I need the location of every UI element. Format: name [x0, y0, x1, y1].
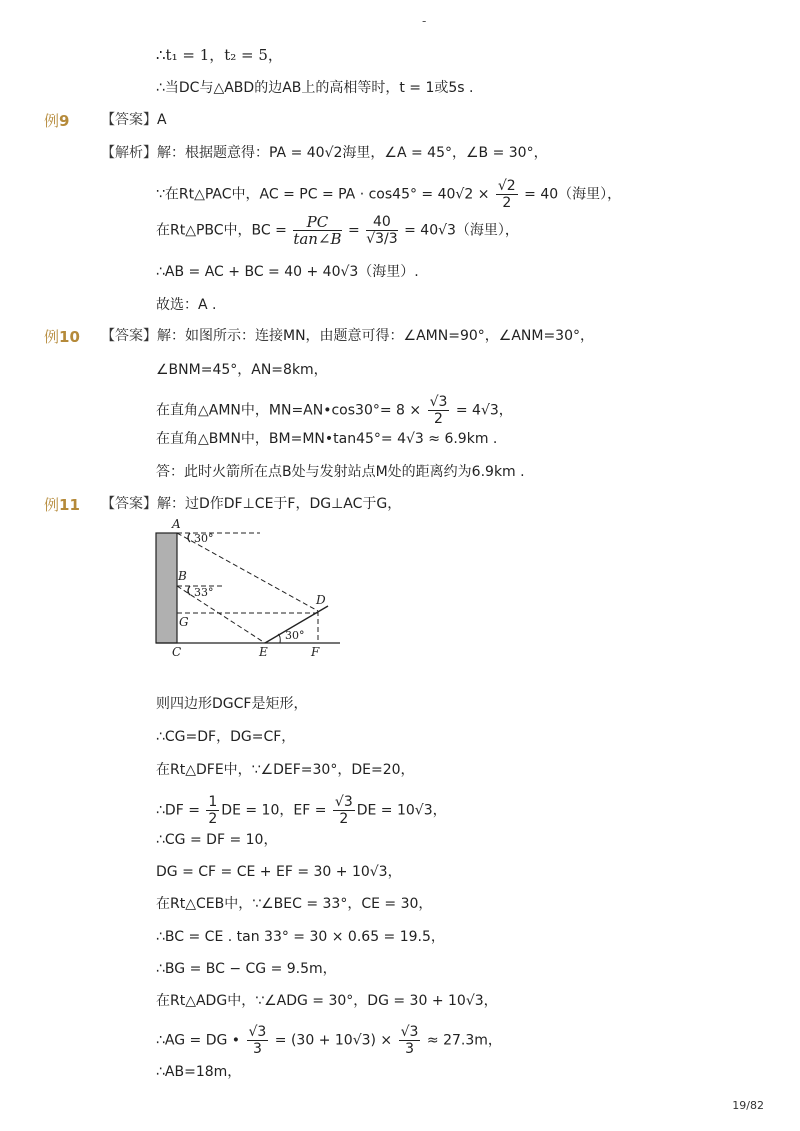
fraction: $\frac{√3}{3}$ — [400, 1024, 419, 1057]
example-9-answer: 【答案】A — [101, 112, 167, 128]
example-11-line-s6: DG = CF = CE + EF = 30 + 10√3， — [156, 864, 402, 880]
building-wall — [156, 533, 177, 643]
example-9-label: 例9 — [44, 112, 70, 130]
example-9-analysis-line-2: ∵在Rt△PAC中，AC = PC = PA · cos45° = 40√2 × $\frac{√2}{2}$ = 40（海里）， — [156, 178, 622, 211]
example-11-line-s4: ∴DF = $\frac{1}{2}$ DE = 10，EF = $\frac{√3}{2}$ DE = 10√3， — [156, 794, 447, 827]
fraction: $\frac{40}{√3/3}$ — [366, 214, 398, 247]
example-10-label: 例10 — [44, 328, 80, 346]
label-b: B — [178, 569, 187, 583]
example-10-line-5: 答：此时火箭所在点B处与发射站点M处的距离约为6.9km . — [156, 464, 525, 480]
example-10-line-3: 在直角△AMN中，MN=AN•cos30°= 8 × $\frac{√3}{2}$ = 4√3， — [156, 394, 513, 427]
example-11-line-s12: ∴AB=18m， — [156, 1064, 242, 1080]
geometry-figure — [150, 518, 350, 658]
example-11-line-s8: ∴BC = CE . tan 33° = 30 × 0.65 = 19.5， — [156, 929, 445, 945]
example-11-line-s7: 在Rt△CEB中，∵∠BEC = 33°，CE = 30， — [156, 896, 433, 912]
example-11-answer: 【答案】解：过D作DF⊥CE于F，DG⊥AC于G， — [101, 496, 402, 512]
example-9-analysis-line-4: ∴AB = AC + BC = 40 + 40√3（海里）. — [156, 264, 419, 280]
fraction: $\frac{√2}{2}$ — [497, 178, 516, 211]
angle-mark-a — [188, 533, 190, 542]
angle-label-a: 30° — [194, 532, 214, 545]
example-10-line-4: 在直角△BMN中，BM=MN•tan45°= 4√3 ≈ 6.9km . — [156, 431, 498, 447]
angle-label-b: 33° — [194, 586, 214, 599]
label-a: A — [172, 518, 181, 531]
angle-mark-b — [188, 586, 190, 595]
label-f: F — [311, 645, 320, 658]
label-c: C — [172, 645, 182, 658]
example-9-analysis-line-5: 故选：A . — [156, 297, 217, 313]
example-11-line-s9: ∴BG = BC − CG = 9.5m， — [156, 961, 337, 977]
example-10-answer: 【答案】解：如图所示：连接MN，由题意可得：∠AMN=90°，∠ANM=30°， — [101, 328, 594, 344]
page-marker: - — [422, 14, 427, 28]
fraction: $\frac{√3}{2}$ — [429, 394, 448, 427]
example-9-analysis-line-3: 在Rt△PBC中，BC = $\frac{PC}{\tan\angle B}$ = $\frac{40}{√3/3}$ = 40√3（海里）， — [156, 213, 519, 248]
example-11-line-s2: ∴CG=DF，DG=CF， — [156, 729, 296, 745]
label-d: D — [316, 593, 326, 607]
tail-line-2: ∴当DC与△ABD的边AB上的高相等时，t = 1或5s . — [156, 80, 474, 96]
label-e: E — [259, 645, 268, 658]
page-number: 19/82 — [732, 1099, 764, 1112]
fraction: $\frac{√3}{3}$ — [248, 1024, 267, 1057]
tail-line-1: ∴t₁ = 1，t₂ = 5， — [156, 46, 283, 64]
example-10-line-2: ∠BNM=45°，AN=8km， — [156, 362, 328, 378]
fraction: $\frac{PC}{\tan\angle B}$ — [293, 213, 342, 248]
angle-label-e: 30° — [285, 629, 305, 642]
example-9-analysis-line-1: 【解析】解：根据题意得：PA = 40√2海里，∠A = 45°，∠B = 30°， — [101, 145, 548, 161]
example-11-line-s11: ∴AG = DG • $\frac{√3}{3}$ = (30 + 10√3) × $\frac{√3}{3}$ ≈ 27.3m， — [156, 1024, 502, 1057]
example-11-line-s3: 在Rt△DFE中，∵∠DEF=30°，DE=20， — [156, 762, 415, 778]
example-11-label: 例11 — [44, 496, 80, 514]
label-g: G — [179, 615, 189, 629]
example-11-line-s1: 则四边形DGCF是矩形， — [156, 696, 308, 712]
example-11-line-s10: 在Rt△ADG中，∵∠ADG = 30°，DG = 30 + 10√3， — [156, 993, 498, 1009]
example-11-line-s5: ∴CG = DF = 10， — [156, 832, 278, 848]
fraction: $\frac{1}{2}$ — [208, 794, 218, 827]
fraction: $\frac{√3}{2}$ — [334, 794, 353, 827]
